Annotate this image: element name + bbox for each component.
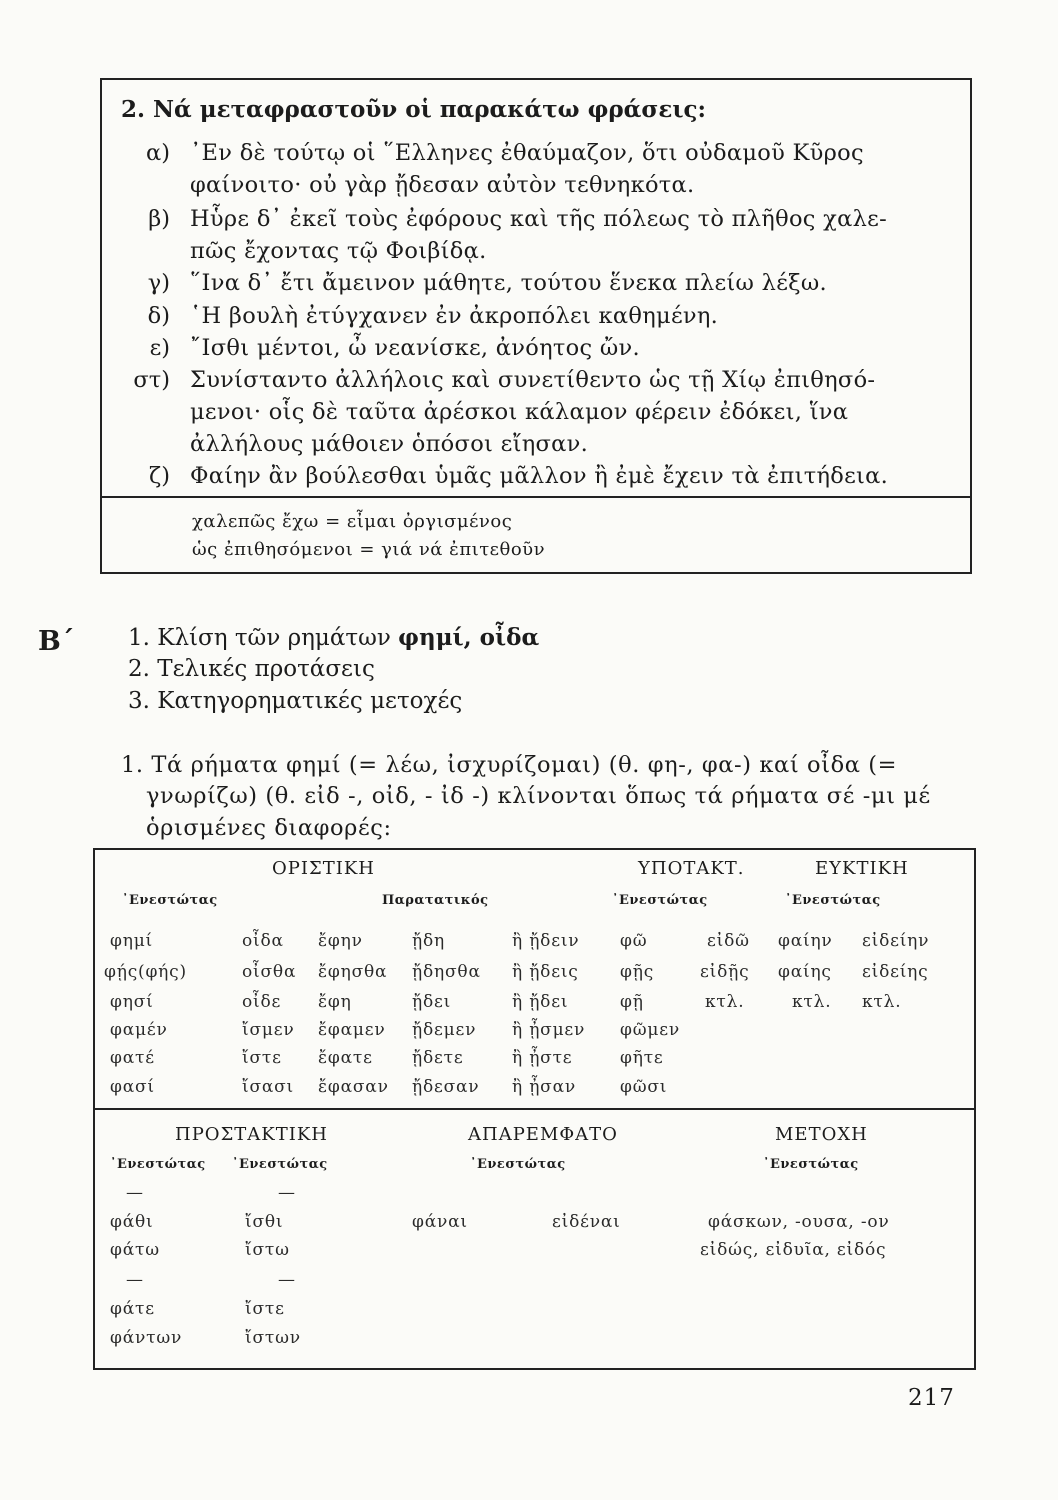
sub-enestotas: ᾿Ενεστώτας	[122, 893, 218, 908]
toc-num-2: 2.	[128, 656, 150, 682]
cell-r4-c5: ἢ ᾖσμεν	[512, 1020, 586, 1040]
cell-r1-c1: φημί	[110, 931, 154, 951]
cell-r4-c6: φῶμεν	[620, 1020, 680, 1040]
cell-r6-c6: φῶσι	[620, 1077, 668, 1097]
intro-line-2: γνωρίζω) (θ. εἰδ -, οἰδ, - ἰδ -) κλίνονται ὅπως τά ρήματα σέ -μι μέ	[146, 783, 931, 809]
cell-r2-c2: οἶσθα	[242, 962, 297, 982]
cell-r5-c6: φῆτε	[620, 1048, 664, 1068]
item-e-line-1: ῎Ισθι μέντοι, ὦ νεανίσκε, ἀνόητος ὤν.	[190, 335, 640, 361]
toc-item-2	[128, 656, 375, 682]
cell-r3-c2: οἶδε	[242, 992, 282, 1012]
cell-r3-c6: φῇ	[620, 992, 644, 1012]
sub-euk-enestotas: ᾿Ενεστώτας	[785, 893, 881, 908]
toc-text-1: Κλίση τῶν ρημάτων	[157, 625, 391, 651]
cell-r3-c1: φησί	[110, 992, 154, 1012]
cell-r5-c3: ἔφατε	[318, 1048, 373, 1068]
section-letter: Β΄	[38, 626, 75, 657]
cell-r2-c4: ᾔδησθα	[412, 962, 481, 982]
toc-num-1: 1.	[128, 625, 150, 651]
cell-r2-c6: φῇς	[620, 962, 655, 982]
header-metochi: ΜΕΤΟΧΗ	[775, 1124, 868, 1145]
cell-r3-c7: κτλ.	[705, 992, 745, 1012]
table-divider	[93, 1108, 976, 1110]
cell-r5-c1: φατέ	[110, 1048, 155, 1068]
cell-r1-c7: εἰδῶ	[707, 931, 750, 951]
header-ypotakt: ΥΠΟΤΑΚΤ.	[638, 858, 745, 879]
imp-phanton: φάντων	[110, 1328, 183, 1348]
header-prostaktiki: ΠΡΟΣΤΑΚΤΙΚΗ	[175, 1124, 329, 1145]
cell-r1-c8: φαίην	[778, 931, 833, 951]
intro-line-1: 1. Τά ρήματα φημί (= λέω, ἰσχυρίζομαι) (θ. φη-, φα-) καί οἶδα (=	[121, 752, 898, 778]
cell-r5-c5: ἢ ᾖστε	[512, 1048, 573, 1068]
dash-1: —	[126, 1183, 144, 1203]
item-d-line-1: ῾Η βουλὴ ἐτύγχανεν ἐν ἀκροπόλει καθημένη.	[190, 303, 719, 329]
item-a-line-2: φαίνοιτο· οὐ γὰρ ᾔδεσαν αὐτὸν τεθνηκότα.	[190, 172, 695, 198]
item-b-line-1: Ηὗρε δ᾿ ἐκεῖ τοὺς ἐφόρους καὶ τῆς πόλεως τὸ πλῆθος χαλε-	[190, 206, 887, 232]
cell-r4-c1: φαμέν	[110, 1020, 168, 1040]
participle-1: φάσκων, -ουσα, -ον	[708, 1212, 890, 1232]
toc-text-2: Τελικές προτάσεις	[157, 656, 375, 682]
cell-r3-c9: κτλ.	[862, 992, 902, 1012]
item-label-e: ε)	[149, 335, 170, 361]
cell-r4-c4: ᾔδεμεν	[412, 1020, 477, 1040]
sub-apar: ᾿Ενεστώτας	[470, 1157, 566, 1172]
note-2: ὡς ἐπιθησόμενοι = γιά νά ἐπιτεθοῦν	[192, 539, 546, 560]
item-b-line-2: πῶς ἔχοντας τῷ Φοιβίδᾳ.	[190, 238, 487, 264]
cell-r4-c2: ἴσμεν	[242, 1020, 295, 1040]
imp-iston: ἴστων	[245, 1328, 301, 1348]
imp-phato: φάτω	[110, 1240, 160, 1260]
cell-r6-c1: φασί	[110, 1077, 155, 1097]
item-label-z: ζ)	[149, 463, 170, 489]
cell-r2-c7: εἰδῇς	[700, 962, 750, 982]
cell-r3-c3: ἔφη	[318, 992, 352, 1012]
cell-r1-c6: φῶ	[620, 931, 648, 951]
cell-r6-c2: ἴσασι	[242, 1077, 295, 1097]
cell-r1-c9: εἰδείην	[862, 931, 930, 951]
cell-r1-c3: ἔφην	[318, 931, 363, 951]
cell-r1-c4: ᾔδη	[412, 931, 446, 951]
item-c-line-1: ῞Ινα δ᾿ ἔτι ἄμεινον μάθητε, τούτου ἕνεκα πλείω λέξω.	[190, 270, 827, 296]
participle-2: εἰδώς, εἰδυῖα, εἰδός	[700, 1240, 887, 1260]
cell-r1-c5: ἢ ᾔδειν	[512, 931, 580, 951]
cell-r3-c8: κτλ.	[792, 992, 832, 1012]
sub-paratatikos: Παρατατικός	[382, 893, 489, 908]
imp-isthi: ἴσθι	[245, 1212, 284, 1232]
cell-r2-c1: φῄς(φής)	[104, 962, 187, 982]
dash-2: —	[278, 1183, 296, 1203]
sub-hyp-enestotas: ᾿Ενεστώτας	[612, 893, 708, 908]
dash-3: —	[126, 1270, 144, 1290]
toc-text-3: Κατηγορηματικές μετοχές	[157, 688, 463, 714]
exercise-title: 2. Νά μεταφραστοῦν οἱ παρακάτω φράσεις:	[121, 96, 706, 123]
header-oristiki: ΟΡΙΣΤΙΚΗ	[272, 858, 375, 879]
imp-iste: ἴστε	[245, 1299, 285, 1319]
toc-item-3	[128, 688, 462, 714]
inf-phanai: φάναι	[412, 1212, 468, 1232]
cell-r4-c3: ἔφαμεν	[318, 1020, 386, 1040]
imp-isto: ἴστω	[245, 1240, 290, 1260]
item-label-c: γ)	[147, 270, 170, 296]
cell-r3-c5: ἢ ᾔδει	[512, 992, 569, 1012]
exercise-divider	[100, 496, 972, 498]
cell-r5-c2: ἴστε	[242, 1048, 282, 1068]
page-number: 217	[908, 1385, 955, 1411]
item-label-a: α)	[146, 140, 170, 166]
cell-r1-c2: οἶδα	[242, 931, 284, 951]
imp-phathi: φάθι	[110, 1212, 154, 1232]
cell-r6-c5: ἢ ᾖσαν	[512, 1077, 576, 1097]
item-label-d: δ)	[147, 303, 170, 329]
sub-prost-1: ᾿Ενεστώτας	[110, 1157, 206, 1172]
sub-prost-2: ᾿Ενεστώτας	[232, 1157, 328, 1172]
item-label-st: στ)	[133, 367, 170, 393]
cell-r2-c8: φαίης	[778, 962, 832, 982]
item-z-line-1: Φαίην ἂν βούλεσθαι ὑμᾶς μᾶλλον ἢ ἐμὲ ἔχειν τὰ ἐπιτήδεια.	[190, 463, 889, 489]
toc-num-3: 3.	[128, 688, 150, 714]
cell-r3-c4: ᾔδει	[412, 992, 452, 1012]
cell-r2-c9: εἰδείης	[862, 962, 929, 982]
cell-r2-c5: ἢ ᾔδεις	[512, 962, 579, 982]
header-euktiki: ΕΥΚΤΙΚΗ	[815, 858, 909, 879]
imp-phate: φάτε	[110, 1299, 155, 1319]
item-st-line-1: Συνίσταντο ἀλλήλοις καὶ συνετίθεντο ὡς τῇ Χίῳ ἐπιθησό-	[190, 367, 876, 393]
item-a-line-1: ᾿Εν δὲ τούτῳ οἱ ῞Ελληνες ἐθαύμαζον, ὅτι οὐδαμοῦ Κῦρος	[190, 140, 864, 166]
item-st-line-3: ἀλλήλους μάθοιεν ὁπόσοι εἴησαν.	[190, 431, 589, 457]
sub-met: ᾿Ενεστώτας	[763, 1157, 859, 1172]
header-aparemfato: ΑΠΑΡΕΜΦΑΤΟ	[468, 1124, 618, 1145]
item-st-line-2: μενοι· οἷς δὲ ταῦτα ἀρέσκοι κάλαμον φέρειν ἐδόκει, ἵνα	[190, 399, 849, 425]
cell-r6-c3: ἔφασαν	[318, 1077, 389, 1097]
toc-bold-1: φημί, οἶδα	[398, 624, 540, 651]
intro-line-3: ὁρισμένες διαφορές:	[146, 815, 392, 841]
dash-4: —	[278, 1270, 296, 1290]
cell-r2-c3: ἔφησθα	[318, 962, 388, 982]
inf-eidenai: εἰδέναι	[552, 1212, 621, 1232]
note-1: χαλεπῶς ἔχω = εἶμαι ὀργισμένος	[192, 511, 513, 532]
toc-item-1	[128, 624, 539, 651]
item-label-b: β)	[148, 206, 170, 232]
cell-r5-c4: ᾔδετε	[412, 1048, 464, 1068]
cell-r6-c4: ᾔδεσαν	[412, 1077, 480, 1097]
